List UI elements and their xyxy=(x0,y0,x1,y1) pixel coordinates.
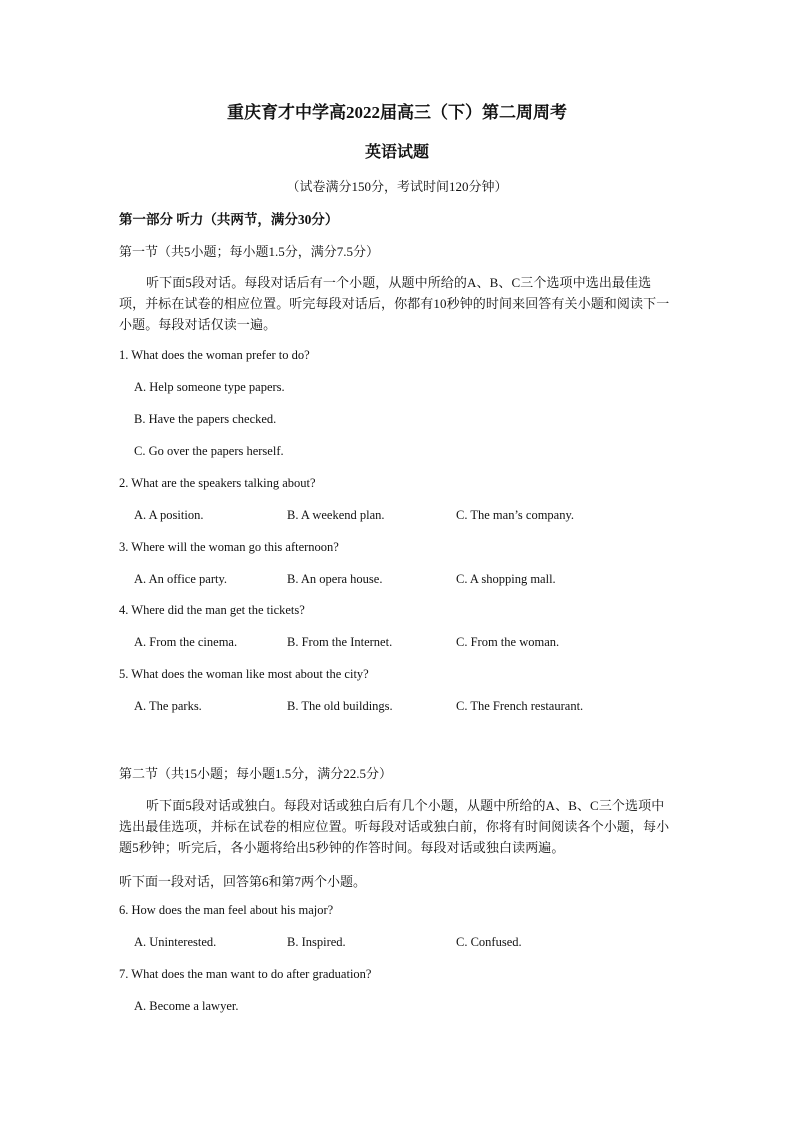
question-6: 6. How does the man feel about his major? xyxy=(119,903,334,917)
question-1-option-a: A. Help someone type papers. xyxy=(134,380,285,394)
question-4: 4. Where did the man get the tickets? xyxy=(119,603,305,617)
question-2-option-b: B. A weekend plan. xyxy=(287,508,385,522)
question-6-option-a: A. Uninterested. xyxy=(134,935,217,949)
question-5-option-a: A. The parks. xyxy=(134,699,202,713)
question-3: 3. Where will the woman go this afternoon? xyxy=(119,540,339,554)
question-5: 5. What does the woman like most about the city? xyxy=(119,667,369,681)
question-2-option-a: A. A position. xyxy=(134,508,204,522)
part-one-heading: 第一部分 听力（共两节，满分30分） xyxy=(119,212,339,227)
question-1-option-b: B. Have the papers checked. xyxy=(134,412,277,426)
question-2-option-c: C. The man’s company. xyxy=(456,508,575,522)
section-two-heading: 第二节（共15小题；每小题1.5分，满分22.5分） xyxy=(119,766,393,781)
section-one-instructions: 听下面5段对话。每段对话后有一个小题，从题中所给的A、B、C三个选项中选出最佳选项，并标在试卷的相应位置。听完每段对话后，你都有10秒钟的时间来回答有关小题和阅读下一小题。每段对话仅读一遍。 xyxy=(119,275,670,332)
exam-note: （试卷满分150分，考试时间120分钟） xyxy=(286,179,508,194)
question-4-option-c: C. From the woman. xyxy=(456,635,560,649)
question-4-option-a: A. From the cinema. xyxy=(134,635,238,649)
exam-subject: 英语试题 xyxy=(364,144,429,161)
question-6-option-b: B. Inspired. xyxy=(287,935,346,949)
exam-title: 重庆育才中学高2022届高三（下）第二周周考 xyxy=(227,103,567,122)
question-7: 7. What does the man want to do after graduation? xyxy=(119,967,372,981)
section-one-heading: 第一节（共5小题；每小题1.5分，满分7.5分） xyxy=(119,244,380,259)
question-4-option-b: B. From the Internet. xyxy=(287,635,393,649)
question-7-option-a: A. Become a lawyer. xyxy=(134,999,239,1013)
section-two-instructions: 听下面5段对话或独白。每段对话或独白后有几个小题，从题中所给的A、B、C三个选项中选出最佳选项，并标在试卷的相应位置。听每段对话或独白前，你将有时间阅读各个小题，每小题5秒钟；听完后，各小题将给出5秒钟的作答时间。每段对话或独白读两遍。 xyxy=(119,798,670,855)
question-5-option-c: C. The French restaurant. xyxy=(456,699,584,713)
question-3-option-a: A. An office party. xyxy=(134,572,228,586)
question-1-option-c: C. Go over the papers herself. xyxy=(134,444,284,458)
question-1: 1. What does the woman prefer to do? xyxy=(119,348,310,362)
question-3-option-c: C. A shopping mall. xyxy=(456,572,556,586)
question-5-option-b: B. The old buildings. xyxy=(287,699,393,713)
section-two-sub-instruction: 听下面一段对话，回答第6和第7两个小题。 xyxy=(119,874,367,889)
question-6-option-c: C. Confused. xyxy=(456,935,522,949)
question-3-option-b: B. An opera house. xyxy=(287,572,383,586)
question-2: 2. What are the speakers talking about? xyxy=(119,476,316,490)
